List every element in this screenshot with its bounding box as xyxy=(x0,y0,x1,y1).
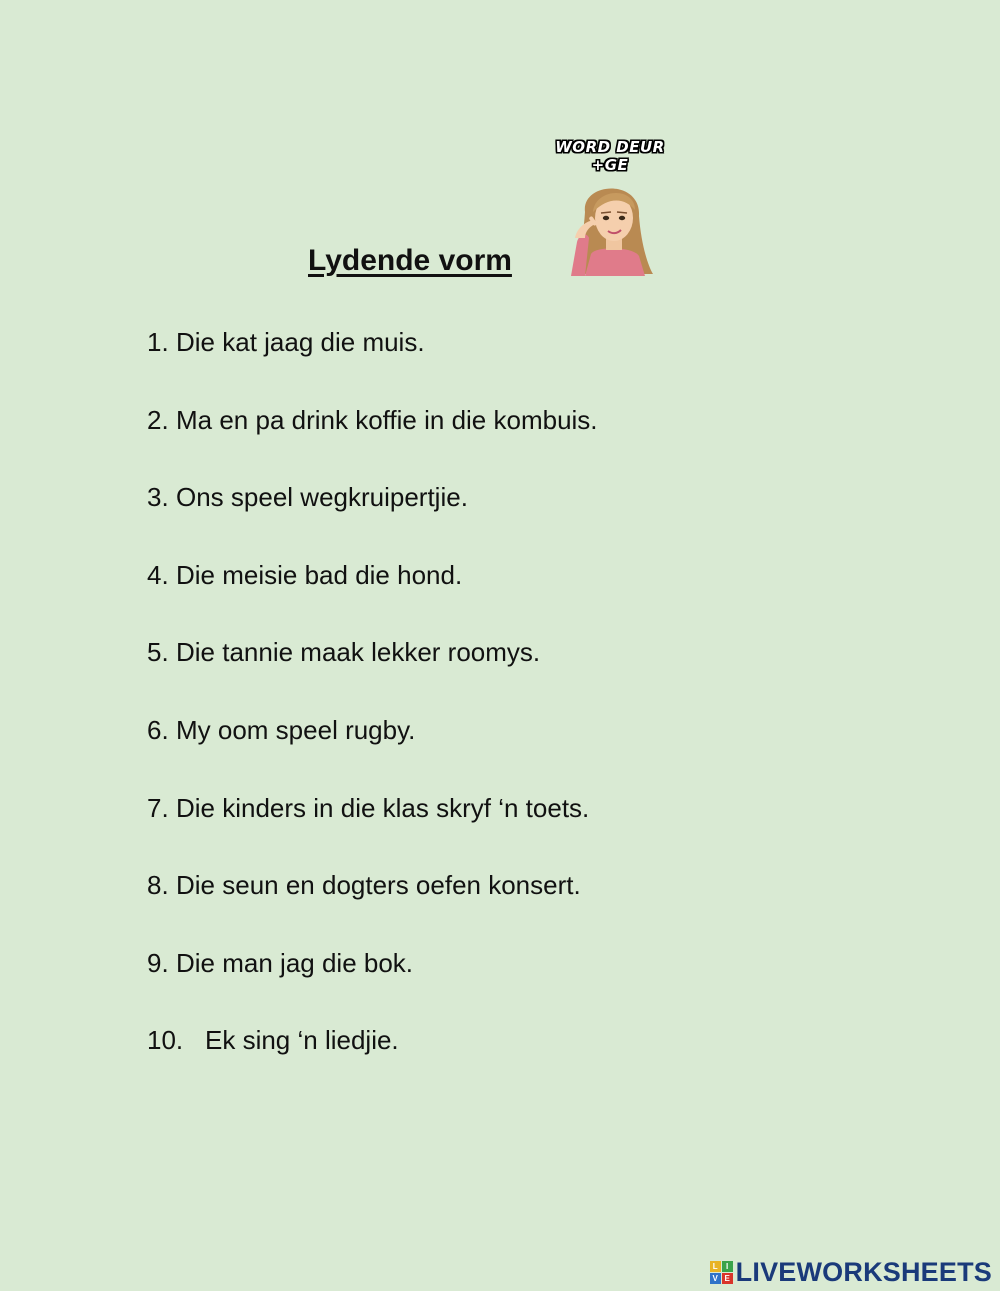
list-item xyxy=(147,322,598,400)
item-text: Die man jag die bok. xyxy=(176,947,414,978)
list-item xyxy=(147,555,598,633)
sticker-caption: WORD DEUR +GE xyxy=(555,138,665,174)
item-text: Die seun en dogters oefen konsert. xyxy=(176,870,581,901)
item-number: 2. xyxy=(147,404,169,435)
item-text: Die tannie maak lekker roomys. xyxy=(176,637,541,668)
item-number: 9. xyxy=(147,947,169,978)
logo-letter: V xyxy=(710,1273,721,1284)
item-text: Ons speel wegkruipertjie. xyxy=(176,482,468,513)
item-number: 5. xyxy=(147,637,169,668)
logo-letter: I xyxy=(722,1261,733,1272)
list-item xyxy=(147,1020,598,1098)
list-item xyxy=(147,710,598,788)
list-item xyxy=(147,632,598,710)
liveworksheets-logo-icon xyxy=(710,1261,733,1284)
list-item xyxy=(147,400,598,478)
page-title: Lydende vorm xyxy=(308,244,512,277)
girl-avatar-icon xyxy=(555,172,667,276)
list-item xyxy=(147,788,598,866)
item-number: 7. xyxy=(147,792,169,823)
liveworksheets-brand[interactable] xyxy=(710,1257,992,1287)
list-item xyxy=(147,943,598,1021)
item-number: 10. xyxy=(147,1025,184,1056)
sentence-list xyxy=(147,322,598,1098)
item-text: Die meisie bad die hond. xyxy=(176,559,463,590)
bitmoji-sticker xyxy=(535,138,685,278)
list-item xyxy=(147,865,598,943)
item-number: 4. xyxy=(147,559,169,590)
logo-letter: E xyxy=(722,1273,733,1284)
item-text: Die kinders in die klas skryf ‘n toets. xyxy=(176,792,590,823)
item-text: Ek sing ‘n liedjie. xyxy=(205,1025,399,1056)
item-text: My oom speel rugby. xyxy=(176,714,416,745)
item-text: Die kat jaag die muis. xyxy=(176,327,425,357)
logo-letter: L xyxy=(710,1261,721,1272)
item-text: Ma en pa drink koffie in die kombuis. xyxy=(176,404,598,435)
list-item xyxy=(147,477,598,555)
item-number: 6. xyxy=(147,714,169,745)
item-number: 8. xyxy=(147,870,169,901)
brand-text: LIVEWORKSHEETS xyxy=(735,1256,992,1287)
item-number: 1. xyxy=(147,327,169,357)
item-number: 3. xyxy=(147,482,169,513)
